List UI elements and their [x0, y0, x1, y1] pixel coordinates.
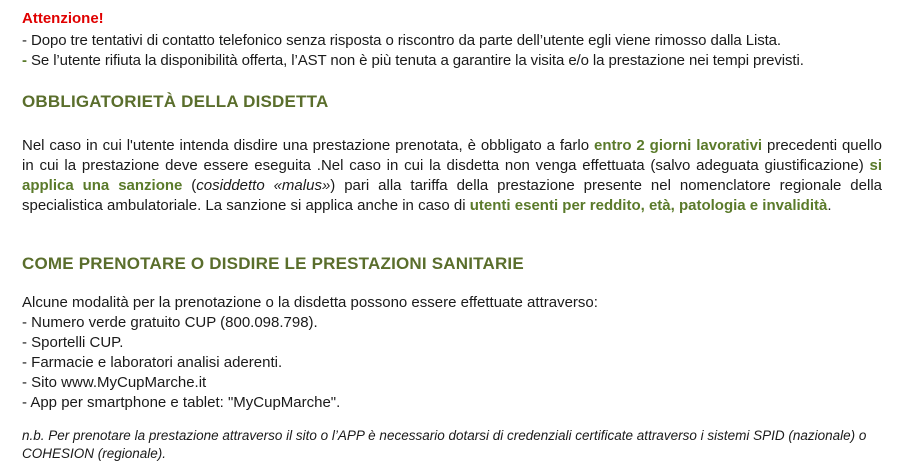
booking-intro: Alcune modalità per la prenotazione o la disdetta possono essere effettuate attraverso: — [22, 294, 598, 311]
list-item: - Sito www.MyCupMarche.it — [22, 374, 207, 391]
attention-line-1-dash: - — [22, 32, 27, 49]
footnote: n.b. Per prenotare la prestazione attraverso il sito o l’APP è necessario dotarsi di credenziali certificate attraverso i sistemi SPID (nazionale) o COHESION (regionale). — [22, 428, 867, 461]
para-highlight-deadline: entro 2 giorni lavorativi — [593, 137, 763, 154]
attention-line-1-text: Dopo tre tentativi di contatto telefonico senza risposta o riscontro da parte dell’utente egli viene rimosso dalla Lista. — [26, 32, 781, 49]
attention-line-2 — [22, 52, 804, 69]
list-item: - Farmacie e laboratori analisi aderenti. — [22, 354, 283, 371]
para-text: ) pari alla tariffa della prestazione presente nel nomenclatore regionale della specialistica ambulatoriale. La sanzione si applica anche in caso di — [22, 177, 882, 214]
list-item: - App per smartphone e tablet: "MyCupMarche". — [22, 394, 341, 411]
list-item: - Sportelli CUP. — [22, 334, 124, 351]
list-item: - Numero verde gratuito CUP (800.098.798). — [22, 314, 318, 331]
attention-line-1 — [22, 32, 781, 49]
disdetta-paragraph — [22, 136, 882, 216]
section-heading-prenotazione: COME PRENOTARE O DISDIRE LE PRESTAZIONI SANITARIE — [22, 254, 524, 273]
para-text: Nel caso in cui l'utente intenda disdire una prestazione prenotata, è obbligato a farlo — [22, 137, 594, 154]
attention-title: Attenzione! — [22, 10, 104, 27]
para-text: precedenti quello in cui la prestazione deve essere eseguita .Nel caso in cui la disdetta non venga effettuata (salvo adeguata giustificazione) — [22, 137, 883, 174]
section-heading-disdetta: OBBLIGATORIETÀ DELLA DISDETTA — [22, 92, 329, 111]
para-highlight-exempt: utenti esenti per reddito, età, patologia e invalidità — [469, 197, 828, 214]
para-text: . — [827, 197, 832, 214]
attention-line-2-text: Se l’utente rifiuta la disponibilità offerta, l’AST non è più tenuta a garantire la visita e/o la prestazione nei tempi previsti. — [26, 52, 804, 69]
para-highlight-sanction: si applica una sanzione — [22, 157, 882, 194]
para-text: ( — [182, 177, 197, 194]
attention-line-2-dash: - — [22, 52, 27, 69]
para-italic-malus: cosiddetto «malus» — [196, 177, 331, 194]
